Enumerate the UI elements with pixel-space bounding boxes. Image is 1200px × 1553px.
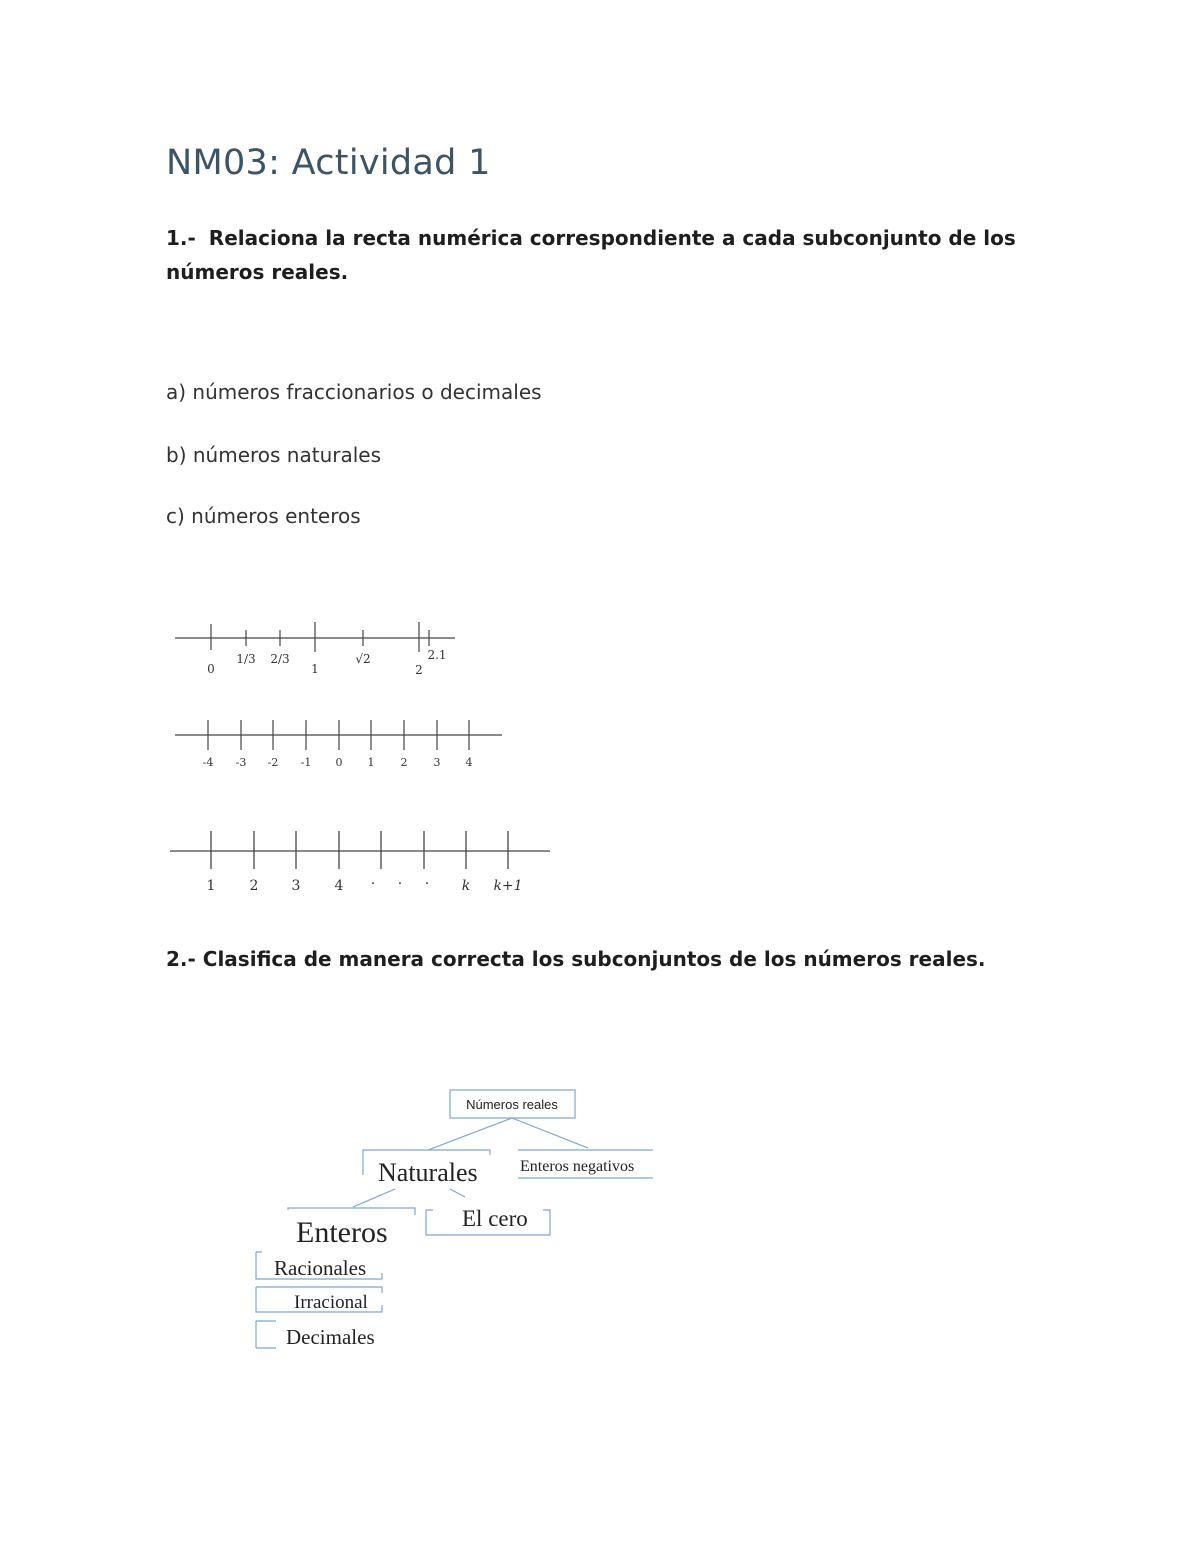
tick-label: 4	[465, 756, 473, 769]
tick-label: 4	[334, 878, 344, 894]
question-1	[166, 221, 1026, 289]
tick-label: k+1	[493, 878, 523, 894]
irracional-label: Irracional	[294, 1292, 368, 1313]
tick-label: k	[461, 878, 471, 894]
tick-label: -1	[300, 756, 312, 769]
tick-label: 2	[249, 878, 259, 894]
tick-label: -2	[267, 756, 279, 769]
decimales-label: Decimales	[286, 1325, 375, 1349]
option-b: b) números naturales	[166, 443, 381, 467]
tick-label: √2	[355, 652, 371, 666]
tick-label: 2.1	[427, 648, 447, 662]
number-line-integers	[160, 712, 520, 778]
connector-line	[450, 1189, 465, 1197]
tick-label: 2	[400, 756, 408, 769]
tick-label: ·	[424, 876, 430, 892]
page-title: NM03: Actividad 1	[166, 143, 491, 183]
tick-label: 0	[207, 662, 215, 676]
option-a: a) números fraccionarios o decimales	[166, 380, 542, 404]
number-line-fractions	[160, 612, 470, 686]
naturales-label: Naturales	[378, 1158, 478, 1187]
enteros-box	[288, 1208, 415, 1215]
tick-label: 1	[206, 878, 216, 894]
enteros-negativos-label: Enteros negativos	[520, 1158, 635, 1175]
connector-line	[512, 1118, 588, 1148]
connector-line	[353, 1189, 395, 1207]
racionales-label: Racionales	[274, 1256, 367, 1280]
tick-label: 2/3	[270, 652, 290, 666]
option-c: c) números enteros	[166, 504, 361, 528]
tick-label: 1	[367, 756, 375, 769]
number-line-naturals	[160, 822, 560, 902]
tick-label: -3	[235, 756, 247, 769]
question-1-text: Relaciona la recta numérica correspondiente a cada subconjunto de los números reales.	[166, 226, 1016, 284]
tick-label: ·	[370, 876, 376, 892]
root-label: Números reales	[466, 1097, 558, 1112]
tick-label: -4	[202, 756, 214, 769]
question-2: 2.- Clasifica de manera correcta los subconjuntos de los números reales.	[166, 947, 986, 971]
connector-line	[428, 1118, 512, 1150]
tick-label: 3	[291, 878, 301, 894]
classification-tree	[250, 1085, 670, 1359]
tick-label: 0	[335, 756, 343, 769]
tick-label: 3	[433, 756, 441, 769]
tick-label: 2	[415, 663, 423, 677]
question-1-number: 1.-	[166, 226, 196, 250]
tick-label: 1/3	[236, 652, 256, 666]
enteros-label: Enteros	[296, 1216, 388, 1249]
tick-label: ·	[397, 876, 403, 892]
el-cero-label: El cero	[462, 1206, 528, 1231]
tick-label: 1	[311, 662, 319, 676]
decimales-box	[256, 1321, 276, 1348]
